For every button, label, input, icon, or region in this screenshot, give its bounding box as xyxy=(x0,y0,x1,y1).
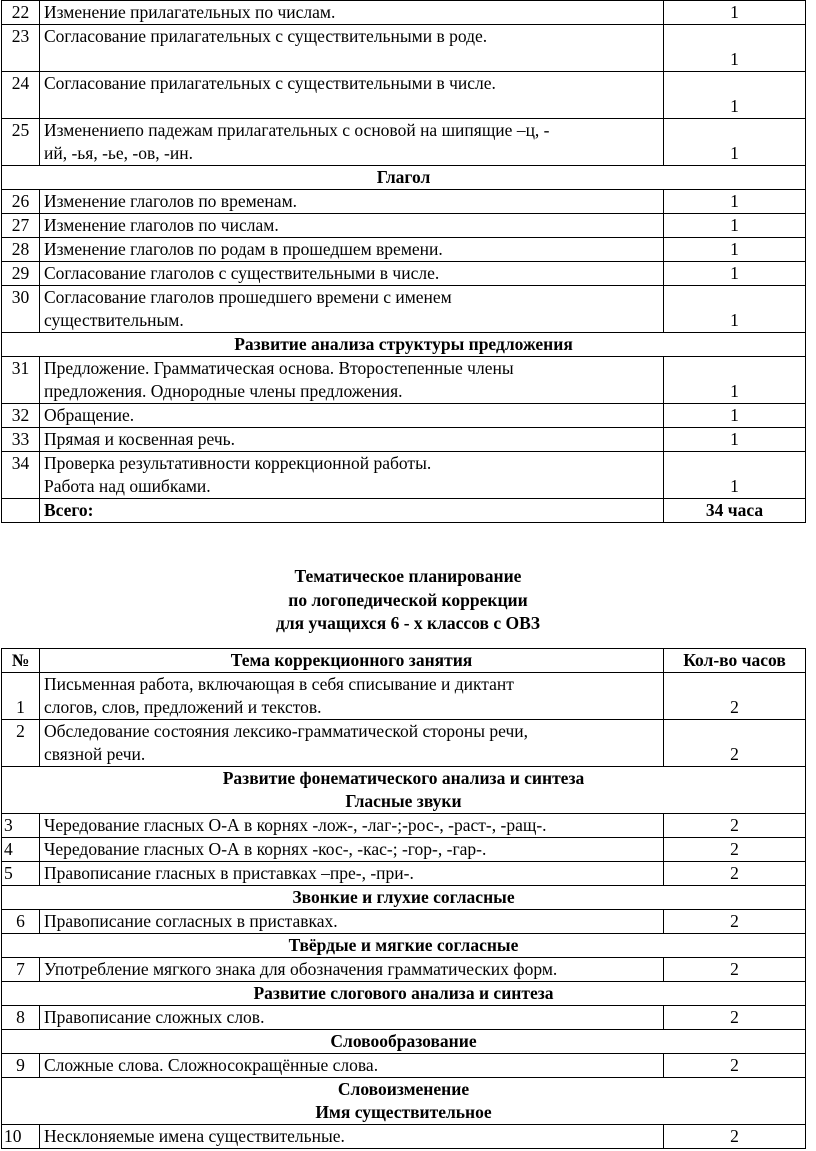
table-row xyxy=(2,958,806,982)
lesson-topic-line: предложения. Однородные члены предложения. xyxy=(44,381,403,401)
lesson-number: 24 xyxy=(2,72,40,119)
lesson-topic xyxy=(40,72,664,119)
lesson-topic-line: существительным. xyxy=(44,310,184,330)
lesson-number: 25 xyxy=(2,119,40,166)
lesson-hours: 2 xyxy=(664,1054,806,1078)
lesson-topic-line: Согласование прилагательных с существительными в числе. xyxy=(44,73,496,93)
section-row xyxy=(2,767,806,814)
lesson-topic-line: Всего: xyxy=(44,500,94,520)
lesson-topic-line: Изменение глаголов по родам в прошедшем времени. xyxy=(44,239,443,259)
section-row xyxy=(2,1030,806,1054)
lesson-number: 4 xyxy=(2,838,40,862)
section-title-line: Развитие анализа структуры предложения xyxy=(234,334,573,354)
lesson-number: 31 xyxy=(2,357,40,404)
lesson-number: 9 xyxy=(2,1054,40,1078)
table-row xyxy=(2,262,806,286)
lesson-topic-line: ий, -ья, -ье, -ов, -ин. xyxy=(44,143,193,163)
lesson-hours: 2 xyxy=(664,1006,806,1030)
lesson-hours: 1 xyxy=(664,72,806,119)
plan-title-line: для учащихся 6 - х классов с ОВЗ xyxy=(275,613,541,633)
lesson-hours: 2 xyxy=(664,814,806,838)
lesson-hours: 2 xyxy=(664,910,806,934)
lesson-topic-line: Обследование состояния лексико-грамматической стороны речи, xyxy=(44,721,529,741)
section-title-line: Развитие слогового анализа и синтеза xyxy=(253,983,554,1003)
lesson-topic-line: Предложение. Грамматическая основа. Второстепенные члены xyxy=(44,358,514,378)
section-title-line: Глагол xyxy=(376,167,431,187)
lesson-topic xyxy=(40,814,664,838)
header-topic: Тема коррекционного занятия xyxy=(40,649,664,673)
lesson-plan-table-body xyxy=(2,1,806,523)
lesson-topic xyxy=(40,910,664,934)
table-row xyxy=(2,1125,806,1149)
lesson-number: 33 xyxy=(2,428,40,452)
section-row xyxy=(2,333,806,357)
lesson-topic-line: Изменение глаголов по временам. xyxy=(44,191,298,211)
lesson-hours: 1 xyxy=(664,262,806,286)
lesson-hours: 1 xyxy=(664,238,806,262)
lesson-topic-line: слогов, слов, предложений и текстов. xyxy=(44,697,322,717)
lesson-topic xyxy=(40,452,664,499)
lesson-topic xyxy=(40,1125,664,1149)
lesson-number: 26 xyxy=(2,190,40,214)
lesson-number: 1 xyxy=(2,673,40,720)
table-row xyxy=(2,25,806,72)
table-row xyxy=(2,286,806,333)
lesson-number: 5 xyxy=(2,862,40,886)
lesson-hours: 2 xyxy=(664,838,806,862)
table-header-row xyxy=(2,649,806,673)
lesson-topic xyxy=(40,404,664,428)
section-title xyxy=(2,1078,806,1125)
lesson-number: 7 xyxy=(2,958,40,982)
lesson-topic xyxy=(40,286,664,333)
lesson-topic-line: Обращение. xyxy=(44,405,135,425)
table-row xyxy=(2,428,806,452)
lesson-hours: 1 xyxy=(664,25,806,72)
lesson-topic-line: Чередование гласных О-А в корнях -кос-, -кас-; -гор-, -гар-. xyxy=(44,839,487,859)
lesson-topic xyxy=(40,25,664,72)
table-row xyxy=(2,720,806,767)
lesson-number: 3 xyxy=(2,814,40,838)
plan-title-line: Тематическое планирование xyxy=(294,566,522,586)
correction-plan-table-body xyxy=(2,673,806,1149)
section-title xyxy=(2,886,806,910)
lesson-hours: 1 xyxy=(664,190,806,214)
section-row xyxy=(2,1078,806,1125)
lesson-plan-table-continued xyxy=(1,0,806,523)
lesson-hours: 1 xyxy=(664,357,806,404)
lesson-topic-line: Изменение прилагательных по числам. xyxy=(44,2,336,22)
lesson-topic xyxy=(40,262,664,286)
lesson-hours: 1 xyxy=(664,404,806,428)
lesson-hours: 1 xyxy=(664,428,806,452)
lesson-topic xyxy=(40,357,664,404)
lesson-hours: 2 xyxy=(664,862,806,886)
table-row xyxy=(2,910,806,934)
lesson-topic-line: связной речи. xyxy=(44,744,146,764)
lesson-topic-line: Чередование гласных О-А в корнях -лож-, -лаг-;-рос-, -раст-, -ращ-. xyxy=(44,815,547,835)
section-title xyxy=(2,982,806,1006)
lesson-topic xyxy=(40,720,664,767)
lesson-topic xyxy=(40,673,664,720)
section-title xyxy=(2,166,806,190)
lesson-number: 2 xyxy=(2,720,40,767)
lesson-topic-line: Прямая и косвенная речь. xyxy=(44,429,235,449)
lesson-number: 29 xyxy=(2,262,40,286)
section-title xyxy=(2,934,806,958)
lesson-topic xyxy=(40,1054,664,1078)
section-row xyxy=(2,886,806,910)
lesson-topic-line: Несклоняемые имена существительные. xyxy=(44,1126,345,1146)
table-row xyxy=(2,862,806,886)
lesson-topic-line: Изменениепо падежам прилагательных с основой на шипящие –ц, - xyxy=(44,120,550,140)
section-title xyxy=(2,1030,806,1054)
table-row xyxy=(2,214,806,238)
lesson-hours: 2 xyxy=(664,673,806,720)
lesson-hours: 2 xyxy=(664,1125,806,1149)
lesson-topic-line: Правописание сложных слов. xyxy=(44,1007,265,1027)
lesson-topic xyxy=(40,214,664,238)
section-row xyxy=(2,982,806,1006)
lesson-hours: 2 xyxy=(664,958,806,982)
lesson-hours: 1 xyxy=(664,452,806,499)
lesson-hours: 1 xyxy=(664,214,806,238)
section-title xyxy=(2,333,806,357)
section-title-line: Словообразование xyxy=(330,1031,477,1051)
section-title-line: Словоизменение xyxy=(337,1079,470,1099)
section-row xyxy=(2,934,806,958)
lesson-number: 28 xyxy=(2,238,40,262)
lesson-topic xyxy=(40,190,664,214)
table-row xyxy=(2,190,806,214)
lesson-hours: 34 часа xyxy=(664,499,806,523)
lesson-topic-line: Изменение глаголов по числам. xyxy=(44,215,279,235)
lesson-topic-line: Согласование глаголов прошедшего времени с именем xyxy=(44,287,452,307)
table-row xyxy=(2,1,806,25)
lesson-number: 27 xyxy=(2,214,40,238)
section-title-line: Гласные звуки xyxy=(345,791,462,811)
lesson-hours: 1 xyxy=(664,286,806,333)
lesson-hours: 1 xyxy=(664,119,806,166)
section-row xyxy=(2,166,806,190)
table-row xyxy=(2,814,806,838)
table-row xyxy=(2,404,806,428)
table-row xyxy=(2,452,806,499)
lesson-topic-line: Правописание гласных в приставках –пре-, -при-. xyxy=(44,863,414,883)
lesson-topic-line: Проверка результативности коррекционной работы. xyxy=(44,453,432,473)
lesson-topic xyxy=(40,119,664,166)
lesson-topic xyxy=(40,1,664,25)
lesson-topic-line: Правописание согласных в приставках. xyxy=(44,911,338,931)
lesson-number: 32 xyxy=(2,404,40,428)
header-number: № xyxy=(2,649,40,673)
table-row xyxy=(2,72,806,119)
table-row xyxy=(2,838,806,862)
lesson-topic-line: Сложные слова. Сложносокращённые слова. xyxy=(44,1055,379,1075)
section-title-line: Развитие фонематического анализа и синтеза xyxy=(222,768,585,788)
lesson-topic-line: Согласование глаголов с существительными в числе. xyxy=(44,263,440,283)
section-title-line: Звонкие и глухие согласные xyxy=(292,887,515,907)
lesson-topic xyxy=(40,428,664,452)
lesson-number xyxy=(2,499,40,523)
lesson-number: 22 xyxy=(2,1,40,25)
table-row xyxy=(2,238,806,262)
lesson-number: 8 xyxy=(2,1006,40,1030)
lesson-hours: 2 xyxy=(664,720,806,767)
lesson-topic xyxy=(40,862,664,886)
lesson-number: 10 xyxy=(2,1125,40,1149)
lesson-topic xyxy=(40,1006,664,1030)
section-title xyxy=(2,767,806,814)
lesson-number: 30 xyxy=(2,286,40,333)
lesson-number: 34 xyxy=(2,452,40,499)
lesson-topic-line: Письменная работа, включающая в себя списывание и диктант xyxy=(44,674,514,694)
plan-title xyxy=(0,565,816,636)
lesson-topic xyxy=(40,499,664,523)
section-title-line: Твёрдые и мягкие согласные xyxy=(288,935,519,955)
correction-plan-table xyxy=(1,648,806,1149)
header-hours: Кол-во часов xyxy=(664,649,806,673)
lesson-topic-line: Употребление мягкого знака для обозначения грамматических форм. xyxy=(44,959,558,979)
table-row xyxy=(2,1054,806,1078)
plan-title-line: по логопедической коррекции xyxy=(288,589,528,610)
total-row xyxy=(2,499,806,523)
section-title-line: Имя существительное xyxy=(315,1102,492,1122)
table-row xyxy=(2,357,806,404)
lesson-topic-line: Согласование прилагательных с существительными в роде. xyxy=(44,26,488,46)
table-row xyxy=(2,673,806,720)
lesson-topic xyxy=(40,838,664,862)
lesson-topic-line: Работа над ошибками. xyxy=(44,476,211,496)
lesson-topic xyxy=(40,238,664,262)
lesson-number: 23 xyxy=(2,25,40,72)
lesson-number: 6 xyxy=(2,910,40,934)
table-row xyxy=(2,1006,806,1030)
table-row xyxy=(2,119,806,166)
lesson-topic xyxy=(40,958,664,982)
lesson-hours: 1 xyxy=(664,1,806,25)
